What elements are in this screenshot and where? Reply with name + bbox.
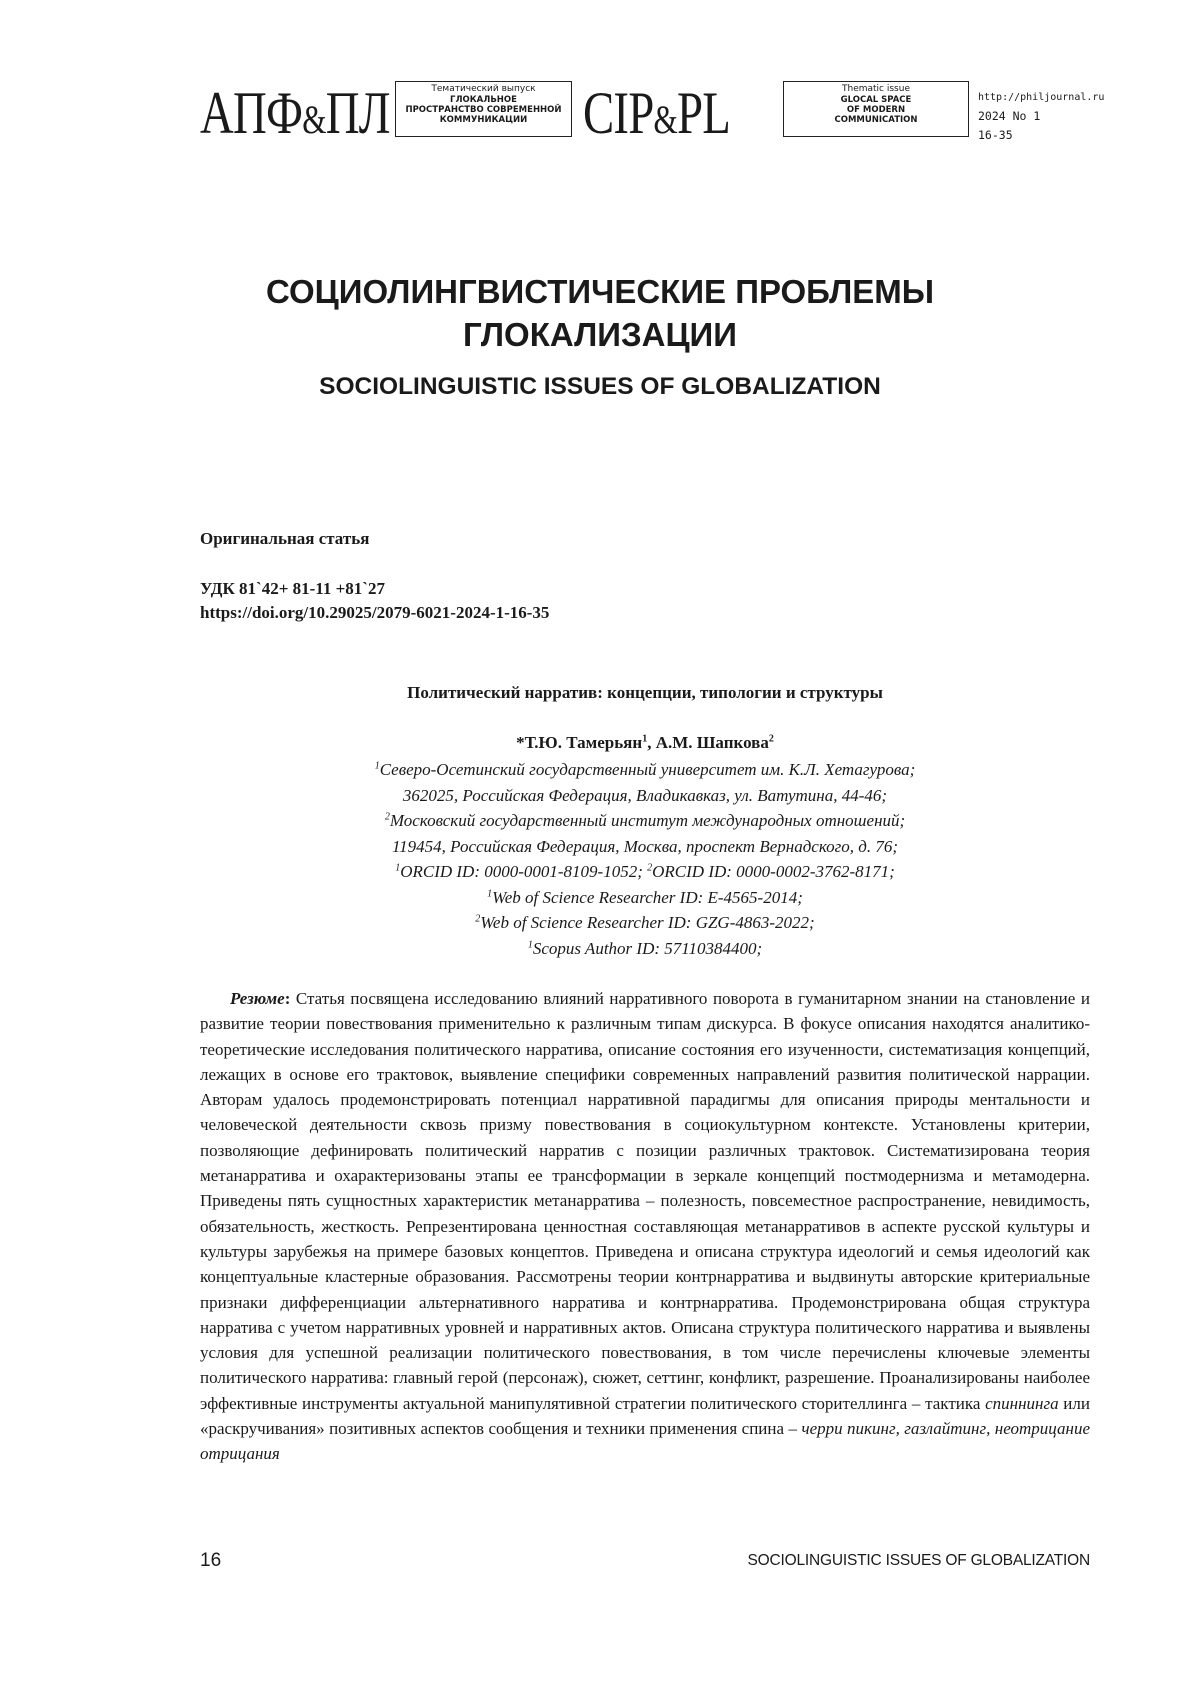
issue-number: 2024 No 1 [978, 109, 1041, 123]
journal-logo-en: CIP&PL [583, 80, 731, 146]
article-title-ru [0, 270, 1200, 356]
thematic-issue-title-ru-line: ГЛОКАЛЬНОЕ [450, 95, 517, 105]
thematic-issue-title-en-line: COMMUNICATION [834, 115, 918, 125]
author-name: А.М. Шапкова [655, 733, 769, 752]
thematic-issue-kicker-ru: Тематический выпуск [431, 84, 536, 94]
author-name: *Т.Ю. Тамерьян [516, 733, 643, 752]
abstract-paragraph: Резюме: Статья посвящена исследованию влияний нарративного поворота в гуманитарном знании на становление и развитие теории повествования применительно к различным типам дискурса. В фокусе описания находятся аналитико-теоретические исследования политического нарратива, описание состояния его изученности, систематизация концепций, лежащих в основе его трактовок, выявление специфики современных направлений развития политической наррации. Авторам удалось продемонстрировать потенциал нарративной парадигмы для описания природы ментальности и человеческой деятельности сквозь призму повествования в социокультурном контексте. Установлены критерии, позволяющие дефинировать политический нарратив с позиции различных трактовок. Систематизирована теория метанарратива и охарактеризованы этапы ее трансформации в зеркале концепций постмодернизма и метамодерна. Приведены пять сущностных характеристик метанарратива – полезность, повсеместное распространение, невидимость, обязательность, жесткость. Репрезентирована ценностная составляющая метанарративов в аспекте русской культуры и культуры зарубежья на примере базовых концептов. Приведена и описана структура идеологий и семья идеологий как концептуальные кластерные образования. Рассмотрены теории контрнарратива и выдвинуты авторские критериальные признаки дифференциации альтернативного нарратива и контрнарратива. Продемонстрирована общая структура нарратива с учетом нарративных уровней и нарративных актов. Описана структура политического нарратива и выявлены условия для успешной реализации политического повествования, в том числе перечислены ключевые элементы политического нарратива: главный герой (персонаж), сюжет, сеттинг, конфликт, разрешение. Проанализированы наиболее эффективные инструменты актуальной манипулятивной стратегии политического сторителлинга – тактика спиннинга или «раскручивания» позитивных аспектов сообщения и техники применения спина – черри пикинг, газлайтинг, неотрицание отрицания [200, 989, 1090, 1464]
author-separator: , [647, 733, 656, 752]
page-footer [200, 1550, 1090, 1574]
affiliation-line: 119454, Российская Федерация, Москва, проспект Вернадского, д. 76; [391, 836, 899, 856]
abstract-text: или «раскручивания» позитивных аспектов сообщения и техники применения спина – [200, 1393, 1090, 1439]
affiliation-line: $^1$Северо-Осетинский государственный университет им. К.Л. Хетагурова; [374, 760, 916, 779]
issue-info [978, 88, 1104, 145]
journal-logo-ru: АПФ&ПЛ [200, 80, 390, 146]
thematic-issue-kicker-en: Thematic issue [842, 84, 910, 94]
abstract-label: Резюме [230, 989, 285, 1008]
affiliation-line: 362025, Российская Федерация, Владикавказ, ул. Ватутина, 44-46; [402, 785, 888, 805]
scopus-id-line: $^1$Scopus Author ID: 57110384400; [527, 938, 763, 958]
thematic-issue-box-ru [395, 81, 572, 137]
article-title-en: SOCIOLINGUISTIC ISSUES OF GLOBALIZATION [319, 373, 881, 400]
thematic-issue-title-ru-line: ПРОСТРАНСТВО СОВРЕМЕННОЙ [405, 105, 562, 115]
author-affiliation-mark: 2 [768, 733, 774, 745]
abstract-emphasis: черри пикинг, газлайтинг, неотрицание отрицания [200, 1419, 1090, 1464]
running-title: SOCIOLINGUISTIC ISSUES OF GLOBALIZATION [747, 1552, 1090, 1569]
udk-code: УДК 81`42+ 81-11 +81`27 [200, 579, 385, 598]
thematic-issue-title-en-line: OF MODERN [846, 105, 906, 115]
abstract-text: Статья посвящена исследованию влияний нарративного поворота в гуманитарном знании на становление и развитие теории повествования применительно к различным типам дискурса. В фокусе описания находятся аналитико-теоретические исследования политического нарратива, описание состояния его изученности, систематизация концепций, лежащих в основе его трактовок, выявление специфики современных направлений развития политической наррации. Авторам удалось продемонстрировать потенциал нарративной парадигмы для описания природы ментальности и человеческой деятельности сквозь призму повествования в социокультурном контексте. Установлены критерии, позволяющие дефинировать политический нарратив с позиции различных трактовок. Систематизирована теория метанарратива и охарактеризованы этапы ее трансформации в зеркале концепций постмодернизма и метамодерна. Приведены пять сущностных характеристик метанарратива – полезность, повсеместное распространение, невидимость, обязательность, жесткость. Репрезентирована ценностная составляющая метанарративов в аспекте русской культуры и культуры зарубежья на примере базовых концептов. Приведена и описана структура идеологий и семья идеологий как концептуальные кластерные образования. Рассмотрены теории контрнарратива и выдвинуты авторские критериальные признаки дифференциации альтернативного нарратива и контрнарратива. Продемонстрирована общая структура нарратива с учетом нарративных уровней и нарративных актов. Описана структура политического нарратива и выявлены условия для успешной реализации политического повествования, в том числе перечислены ключевые элементы политического нарратива: главный герой (персонаж), сюжет, сеттинг, конфликт, разрешение. Проанализированы наиболее эффективные инструменты актуальной манипулятивной стратегии политического сторителлинга – тактика [200, 989, 1090, 1413]
issue-pages: 16-35 [978, 128, 1013, 142]
journal-url-link[interactable]: http://philjournal.ru [978, 92, 1105, 103]
article-title-ru-line: ГЛОКАЛИЗАЦИИ [462, 316, 737, 353]
article-type: Оригинальная статья [200, 529, 370, 548]
researcher-id-line: $^1$Web of Science Researcher ID: E-4565-2014; [487, 887, 803, 907]
researcher-id-line: $^2$Web of Science Researcher ID: GZG-4863-2022; [475, 913, 815, 932]
page-number: 16 [200, 1550, 222, 1571]
orcid-line: $^1$ORCID ID: 0000-0001-8109-1052; $^2$ORCID ID: 0000-0002-3762-8171; [395, 862, 895, 881]
article-title-ru-line: СОЦИОЛИНГВИСТИЧЕСКИЕ ПРОБЛЕМЫ [265, 273, 935, 310]
affiliations [200, 757, 1090, 961]
thematic-issue-title-en-line: GLOCAL SPACE [840, 95, 912, 105]
doi-link[interactable]: https://doi.org/10.29025/2079-6021-2024-1-16-35 [200, 603, 550, 622]
affiliation-line: $^2$Московский государственный институт международных отношений; [384, 811, 906, 830]
article-subtitle: Политический нарратив: концепции, типологии и структуры [407, 683, 883, 702]
thematic-issue-box-en [783, 81, 969, 137]
abstract-emphasis: спиннинга [985, 1393, 1059, 1413]
author-affiliation-mark: 1 [642, 733, 648, 745]
journal-masthead [200, 80, 1105, 160]
author-list [200, 732, 1090, 754]
thematic-issue-title-ru-line: КОММУНИКАЦИИ [439, 115, 528, 125]
